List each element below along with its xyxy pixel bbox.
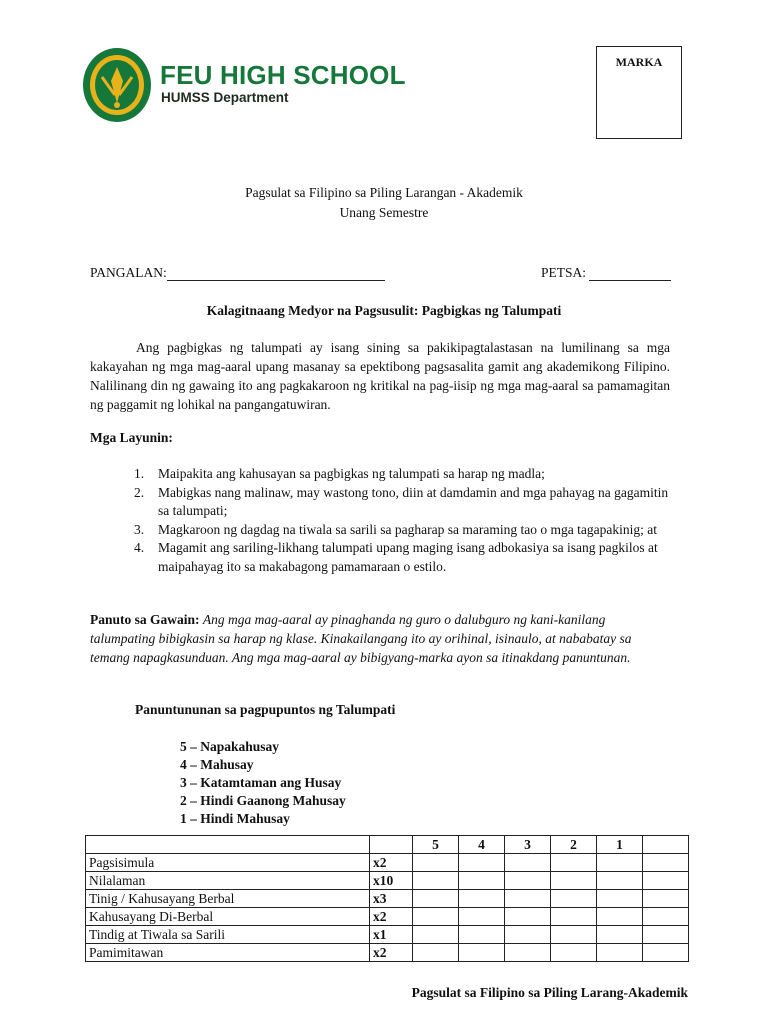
scale-item: 4 – Mahusay — [180, 757, 254, 772]
table-row — [86, 944, 689, 962]
score-cell[interactable] — [505, 944, 551, 962]
list-item: 1. Maipakita ang kahusayan sa pagbigkas ng talumpati sa harap ng madla; — [134, 466, 545, 481]
score-header: 3 — [505, 836, 551, 854]
scale-item: 5 – Napakahusay — [180, 739, 280, 754]
score-cell[interactable] — [551, 908, 597, 926]
score-cell[interactable] — [459, 890, 505, 908]
score-cell[interactable] — [597, 854, 643, 872]
score-cell[interactable] — [505, 854, 551, 872]
list-item: 3. Magkaroon ng dagdag na tiwala sa sarili sa pagharap sa maraming tao o mga tagapakinig; at — [134, 521, 657, 537]
multiplier-cell: x3 — [370, 890, 413, 908]
table-row — [86, 854, 689, 872]
score-header: 2 — [551, 836, 597, 854]
score-cell[interactable] — [413, 872, 459, 890]
date-label: PETSA: — [541, 265, 587, 280]
score-header: 1 — [597, 836, 643, 854]
instructions-label: Panuto sa Gawain: — [90, 612, 200, 627]
score-cell[interactable] — [551, 944, 597, 962]
table-row — [86, 872, 689, 890]
score-cell[interactable] — [551, 926, 597, 944]
score-header: 5 — [413, 836, 459, 854]
department-name: HUMSS Department — [161, 90, 289, 105]
multiplier-cell: x2 — [370, 854, 413, 872]
score-cell[interactable] — [597, 926, 643, 944]
score-cell[interactable] — [505, 908, 551, 926]
rubric-table — [85, 835, 689, 962]
score-cell[interactable] — [551, 854, 597, 872]
grade-box — [596, 46, 682, 139]
table-row — [86, 890, 689, 908]
table-row — [86, 908, 689, 926]
exam-title: Kalagitnaang Medyor na Pagsusulit: Pagbigkas ng Talumpati — [206, 303, 562, 318]
score-cell[interactable] — [459, 908, 505, 926]
score-cell[interactable] — [643, 872, 689, 890]
score-cell[interactable] — [459, 926, 505, 944]
score-cell[interactable] — [597, 908, 643, 926]
score-cell[interactable] — [643, 926, 689, 944]
page-footer: Pagsulat sa Filipino sa Piling Larang-Akademik — [411, 985, 688, 1000]
score-cell[interactable] — [459, 872, 505, 890]
course-title: Pagsulat sa Filipino sa Piling Larangan - Akademik — [245, 185, 523, 200]
rubric-title: Panuntununan sa pagpupuntos ng Talumpati — [135, 702, 396, 717]
name-field[interactable] — [90, 265, 385, 281]
score-cell[interactable] — [505, 872, 551, 890]
semester: Unang Semestre — [339, 205, 429, 220]
score-cell[interactable] — [459, 944, 505, 962]
multiplier-cell: x1 — [370, 926, 413, 944]
rating-scale — [180, 738, 346, 828]
score-cell[interactable] — [413, 926, 459, 944]
score-cell[interactable] — [643, 890, 689, 908]
criterion-cell: Pagsisimula — [86, 854, 370, 872]
table-header-row — [86, 836, 689, 854]
instructions-text: Ang mga mag-aaral ay pinaghanda ng guro o dalubguro ng kani-kanilang talumpating bibigkasin sa harap ng klase. Kinakailangang ito ay orihinal, isinaulo, at nababatay sa temang napagkasunduan. Ang mga mag-aaral ay bibigyang-marka ayon sa itinakdang panuntunan. — [90, 612, 632, 665]
score-cell[interactable] — [413, 908, 459, 926]
score-cell[interactable] — [551, 872, 597, 890]
criterion-cell: Pamimitawan — [86, 944, 370, 962]
instructions-paragraph — [90, 610, 670, 667]
score-cell[interactable] — [551, 890, 597, 908]
score-cell[interactable] — [643, 944, 689, 962]
intro-paragraph — [90, 338, 670, 414]
scale-item: 2 – Hindi Gaanong Mahusay — [180, 793, 346, 808]
score-cell[interactable] — [505, 890, 551, 908]
school-seal-logo — [82, 47, 152, 123]
score-cell[interactable] — [413, 890, 459, 908]
date-field[interactable] — [541, 265, 671, 281]
score-cell[interactable] — [413, 854, 459, 872]
intro-text: Ang pagbigkas ng talumpati ay isang sining sa pakikipagtalastasan na lumilinang sa mga kakayahan ng mga mag-aaral upang masanay sa epektibong pagsasalita gamit ang akademikong Filipino. Nalilinang din ng gawaing ito ang pagkakaroon ng kritikal na pag-iisip ng mga mag-aaral sa pamamagitan ng paggamit ng lohikal na pangangatuwiran. — [90, 340, 670, 412]
criterion-cell: Nilalaman — [86, 872, 370, 890]
score-header: 4 — [459, 836, 505, 854]
multiplier-cell: x10 — [370, 872, 413, 890]
multiplier-cell: x2 — [370, 908, 413, 926]
list-item: 4. Magamit ang sariling-likhang talumpati upang maging isang adbokasiya sa isang pagkilos at maipahayag ito sa makabagong pamamaraan o estilo. — [134, 540, 658, 574]
grade-box-label: MARKA — [615, 55, 663, 69]
name-line[interactable] — [167, 266, 385, 281]
school-name: FEU HIGH SCHOOL — [160, 60, 406, 90]
table-row — [86, 926, 689, 944]
score-header — [643, 836, 689, 854]
criterion-cell: Kahusayang Di-Berbal — [86, 908, 370, 926]
score-cell[interactable] — [643, 854, 689, 872]
score-cell[interactable] — [505, 926, 551, 944]
scale-item: 1 – Hindi Mahusay — [180, 811, 290, 826]
name-label: PANGALAN: — [90, 265, 167, 280]
criterion-cell: Tinig / Kahusayang Berbal — [86, 890, 370, 908]
date-line[interactable] — [589, 266, 671, 281]
score-cell[interactable] — [643, 908, 689, 926]
criterion-cell: Tindig at Tiwala sa Sarili — [86, 926, 370, 944]
scale-item: 3 – Katamtaman ang Husay — [180, 775, 342, 790]
objectives-heading: Mga Layunin: — [90, 430, 173, 445]
multiplier-cell: x2 — [370, 944, 413, 962]
score-cell[interactable] — [597, 890, 643, 908]
score-cell[interactable] — [597, 872, 643, 890]
score-cell[interactable] — [413, 944, 459, 962]
score-cell[interactable] — [459, 854, 505, 872]
objectives-list — [134, 465, 674, 576]
score-cell[interactable] — [597, 944, 643, 962]
list-item: 2. Mabigkas nang malinaw, may wastong tono, diin at damdamin and mga pahayag na gagamitin sa talumpati; — [134, 484, 669, 518]
